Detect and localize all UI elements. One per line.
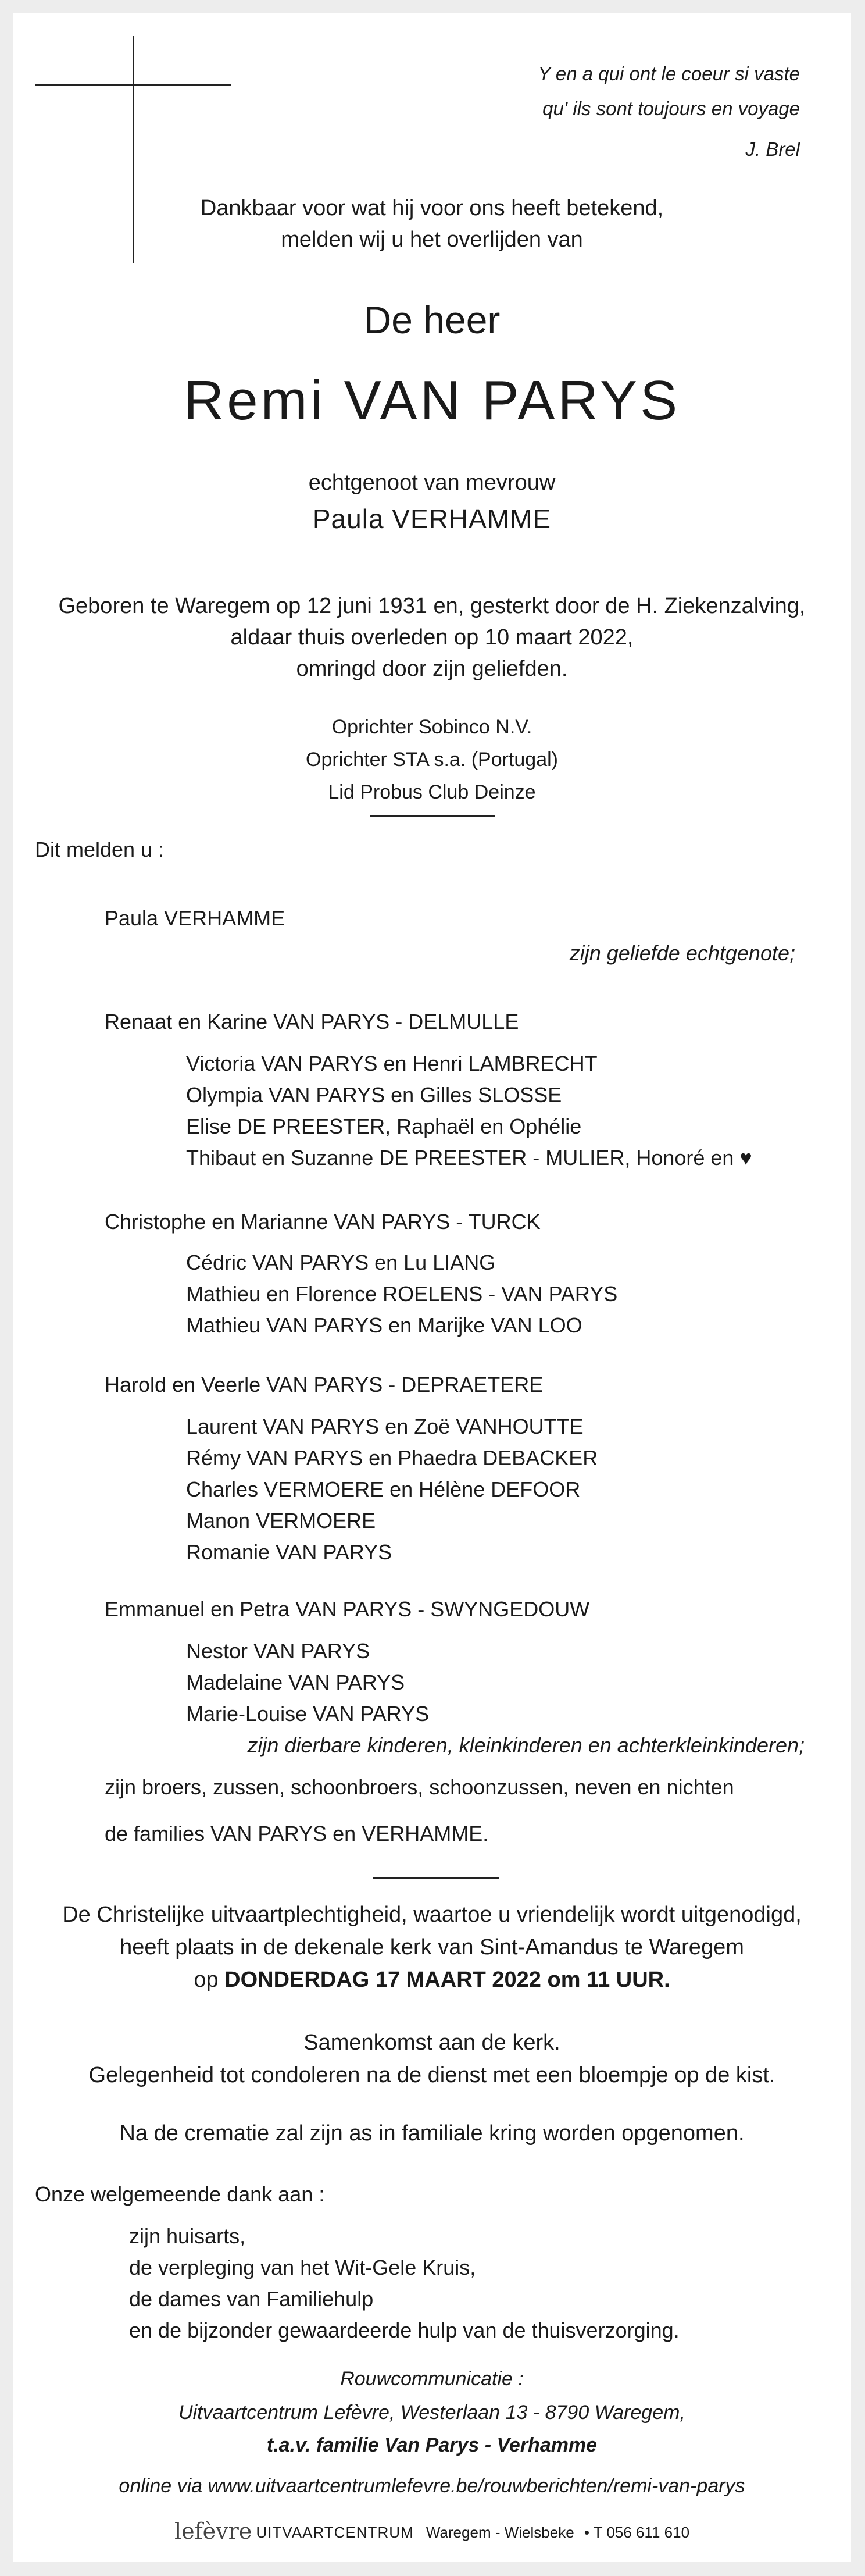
title: De heer — [363, 298, 501, 341]
group-head: Renaat en Karine VAN PARYS - DELMULLE — [105, 1010, 519, 1034]
group-member: Elise DE PREESTER, Raphaël en Ophélie — [186, 1114, 582, 1138]
quote-author: J. Brel — [745, 138, 800, 160]
intro-line-2: melden wij u het overlijden van — [281, 227, 583, 252]
thanks-item: en de bijzonder gewaardeerde hulp van de thuisverzorging. — [129, 2318, 680, 2342]
quote-line-2: qu' ils sont toujours en voyage — [542, 98, 800, 119]
thanks-item: de dames van Familiehulp — [129, 2287, 374, 2311]
gathering-line-1: Samenkomst aan de kerk. — [303, 2030, 560, 2055]
group-member: Mathieu en Florence ROELENS - VAN PARYS — [186, 1282, 618, 1306]
rouw-online: online via www.uitvaartcentrumlefevre.be/rouwberichten/remi-van-parys — [119, 2475, 745, 2497]
group-member: Victoria VAN PARYS en Henri LAMBRECHT — [186, 1052, 598, 1075]
group-member: Nestor VAN PARYS — [186, 1639, 370, 1663]
group-member: Thibaut en Suzanne DE PREESTER - MULIER, Honoré en ♥ — [186, 1146, 752, 1170]
group-head: Harold en Veerle VAN PARYS - DEPRAETERE — [105, 1373, 544, 1396]
divider — [370, 815, 495, 817]
footer-phone: • T 056 611 610 — [584, 2524, 690, 2541]
thanks-item: zijn huisarts, — [129, 2224, 246, 2248]
quote-line-1: Y en a qui ont le coeur si vaste — [538, 63, 800, 84]
families-line: de families VAN PARYS en VERHAMME. — [105, 1822, 489, 1845]
group-member: Mathieu VAN PARYS en Marijke VAN LOO — [186, 1313, 582, 1337]
deceased-name: Remi VAN PARYS — [183, 369, 681, 432]
service-line-3 — [13, 1964, 851, 1996]
group-head: Emmanuel en Petra VAN PARYS - SWYNGEDOUW — [105, 1597, 590, 1621]
lefevre-logo: lefèvre — [174, 2518, 252, 2544]
service-prefix: op — [194, 1968, 225, 1992]
siblings-line: zijn broers, zussen, schoonbroers, schoonzussen, neven en nichten — [105, 1775, 734, 1799]
group-member: Laurent VAN PARYS en Zoë VANHOUTTE — [186, 1415, 584, 1438]
footer-location: Waregem - Wielsbeke — [426, 2524, 574, 2541]
widow-name: Paula VERHAMME — [105, 906, 285, 930]
thanks-item: de verpleging van het Wit-Gele Kruis, — [129, 2256, 476, 2279]
spouse-label: echtgenoot van mevrouw — [308, 471, 556, 495]
gathering-line-2: Gelegenheid tot condoleren na de dienst met een bloempje op de kist. — [88, 2063, 775, 2087]
birth-line-3: omringd door zijn geliefden. — [296, 657, 568, 681]
service-line-1: De Christelijke uitvaartplechtigheid, waartoe u vriendelijk wordt uitgenodigd, — [62, 1902, 802, 1927]
footer-brand: UITVAARTCENTRUM — [256, 2524, 414, 2541]
group-member: Charles VERMOERE en Hélène DEFOOR — [186, 1477, 581, 1501]
role-2: Oprichter STA s.a. (Portugal) — [306, 749, 558, 771]
children-role: zijn dierbare kinderen, kleinkinderen en achterkleinkinderen; — [247, 1733, 805, 1757]
birth-line-2: aldaar thuis overleden op 10 maart 2022, — [230, 625, 634, 650]
group-member: Marie-Louise VAN PARYS — [186, 1702, 430, 1726]
group-member: Romanie VAN PARYS — [186, 1540, 392, 1564]
group-head: Christophe en Marianne VAN PARYS - TURCK — [105, 1210, 541, 1234]
thanks-heading: Onze welgemeende dank aan : — [35, 2182, 325, 2206]
rouw-address: Uitvaartcentrum Lefèvre, Westerlaan 13 - 8790 Waregem, — [178, 2402, 685, 2424]
service-date: DONDERDAG 17 MAART 2022 om 11 UUR. — [224, 1968, 670, 1992]
rouw-attn: t.a.v. familie Van Parys - Verhamme — [266, 2434, 598, 2456]
group-member: Madelaine VAN PARYS — [186, 1670, 405, 1694]
obituary-card — [13, 13, 851, 2562]
group-member: Manon VERMOERE — [186, 1509, 376, 1533]
divider — [373, 1877, 499, 1879]
intro-line-1: Dankbaar voor wat hij voor ons heeft betekend, — [200, 196, 664, 220]
footer — [13, 2520, 851, 2544]
group-member: Rémy VAN PARYS en Phaedra DEBACKER — [186, 1446, 598, 1470]
birth-line-1: Geboren te Waregem op 12 juni 1931 en, gesterkt door de H. Ziekenzalving, — [58, 594, 806, 618]
cross-icon-horizontal — [35, 84, 231, 86]
spouse-name: Paula VERHAMME — [312, 504, 552, 534]
cremation-line: Na de crematie zal zijn as in familiale kring worden opgenomen. — [119, 2121, 745, 2146]
service-line-2: heeft plaats in de dekenale kerk van Sint-Amandus te Waregem — [120, 1935, 744, 1959]
role-1: Oprichter Sobinco N.V. — [331, 716, 532, 738]
widow-role: zijn geliefde echtgenote; — [569, 941, 795, 965]
group-member: Cédric VAN PARYS en Lu LIANG — [186, 1250, 496, 1274]
group-member: Olympia VAN PARYS en Gilles SLOSSE — [186, 1083, 562, 1107]
role-3: Lid Probus Club Deinze — [328, 781, 536, 803]
rouw-heading: Rouwcommunicatie : — [340, 2368, 524, 2390]
announce: Dit melden u : — [35, 838, 165, 861]
